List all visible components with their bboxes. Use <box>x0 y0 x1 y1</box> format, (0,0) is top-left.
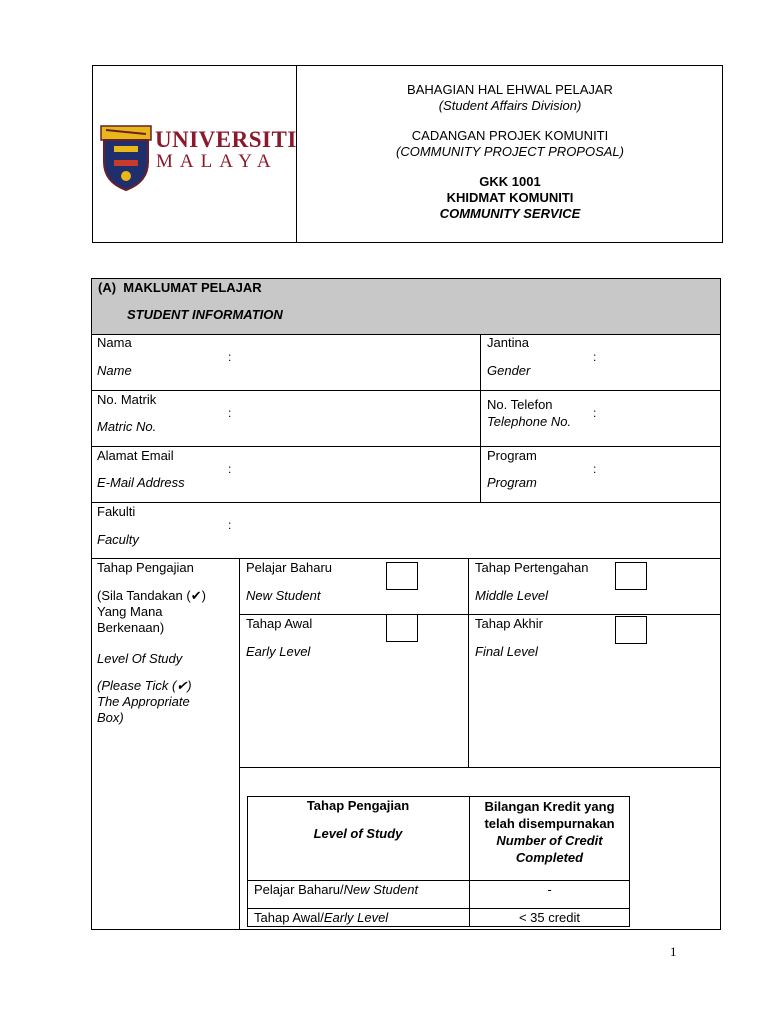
credit-col1-en: Level of Study <box>313 826 403 841</box>
email-colon: : <box>228 462 232 476</box>
email-label-ms: Alamat Email <box>97 448 174 463</box>
rule <box>91 334 721 335</box>
rule <box>239 767 721 768</box>
section-a-title-en: STUDENT INFORMATION <box>127 307 283 322</box>
credit-row-2-level-en: Early Level <box>323 910 389 925</box>
division-ms: BAHAGIAN HAL EHWAL PELAJAR <box>407 82 613 97</box>
course-en: COMMUNITY SERVICE <box>439 206 581 221</box>
course-code: GKK 1001 <box>479 174 541 189</box>
credit-col1-ms: Tahap Pengajian <box>306 798 410 813</box>
rule <box>91 390 721 391</box>
proposal-en: (COMMUNITY PROJECT PROPOSAL) <box>395 144 624 159</box>
field-divider <box>480 334 481 502</box>
credit-row-2-level-ms: Tahap Awal/ <box>254 910 324 925</box>
course-ms: KHIDMAT KOMUNITI <box>446 190 574 205</box>
level-mid-divider <box>468 558 469 767</box>
gender-colon: : <box>593 350 597 364</box>
rule <box>91 446 721 447</box>
credit-row-1-level-en: New Student <box>343 882 419 897</box>
program-colon: : <box>593 462 597 476</box>
final-level-en: Final Level <box>475 644 538 659</box>
middle-level-checkbox[interactable] <box>615 562 647 590</box>
faculty-label-ms: Fakulti <box>97 504 136 519</box>
name-colon: : <box>228 350 232 364</box>
final-level-checkbox[interactable] <box>615 616 647 644</box>
gender-label-en: Gender <box>487 363 531 378</box>
phone-input[interactable] <box>600 392 718 444</box>
phone-label-en: Telephone No. <box>487 414 572 429</box>
rule <box>247 908 630 909</box>
email-label-en: E-Mail Address <box>97 475 185 490</box>
phone-colon: : <box>593 406 597 420</box>
level-instr-en: (Please Tick (✔) The Appropriate Box) <box>97 678 192 725</box>
matric-input[interactable] <box>236 392 476 444</box>
crest-icon <box>100 124 152 192</box>
new-student-ms: Pelajar Baharu <box>246 560 332 575</box>
level-label-ms: Tahap Pengajian <box>97 560 194 575</box>
credit-row-2-value: < 35 credit <box>518 910 581 925</box>
credit-row-1-level <box>254 882 418 897</box>
gender-input[interactable] <box>600 336 718 388</box>
faculty-colon: : <box>228 518 232 532</box>
middle-level-ms: Tahap Pertengahan <box>475 560 589 575</box>
early-level-en: Early Level <box>246 644 311 659</box>
early-level-ms: Tahap Awal <box>246 616 313 631</box>
new-student-en: New Student <box>246 588 321 603</box>
rule <box>91 502 721 503</box>
email-input[interactable] <box>236 448 476 500</box>
matric-label-ms: No. Matrik <box>97 392 157 407</box>
program-input[interactable] <box>600 448 718 500</box>
gender-label-ms: Jantina <box>487 335 529 350</box>
logo-text-line1: UNIVERSITI <box>155 127 297 152</box>
faculty-label-en: Faculty <box>97 532 139 547</box>
division-en: (Student Affairs Division) <box>438 98 582 113</box>
middle-level-en: Middle Level <box>475 588 548 603</box>
faculty-input[interactable] <box>236 504 716 556</box>
name-input[interactable] <box>236 336 476 388</box>
matric-colon: : <box>228 406 232 420</box>
section-a-title-ms: (A) MAKLUMAT PELAJAR <box>98 280 262 295</box>
final-level-ms: Tahap Akhir <box>475 616 543 631</box>
name-label-ms: Nama <box>97 335 132 350</box>
name-label-en: Name <box>97 363 132 378</box>
page-number: 1 <box>670 944 677 959</box>
new-student-checkbox[interactable] <box>386 562 418 590</box>
level-label-en: Level Of Study <box>97 651 183 666</box>
credit-row-2-level <box>254 910 388 925</box>
level-instr-ms: (Sila Tandakan (✔) Yang Mana Berkenaan) <box>97 588 206 635</box>
credit-col2-en: Number of Credit Completed <box>496 833 603 865</box>
matric-label-en: Matric No. <box>97 419 157 434</box>
phone-label-ms: No. Telefon <box>487 397 553 412</box>
rule <box>247 880 630 881</box>
proposal-ms: CADANGAN PROJEK KOMUNITI <box>411 128 609 143</box>
credit-row-1-level-ms: Pelajar Baharu/ <box>254 882 344 897</box>
logo-text-line2: MALAYA <box>156 151 278 172</box>
early-level-checkbox[interactable] <box>386 614 418 642</box>
credit-col2-ms: Bilangan Kredit yang telah disempurnakan <box>484 799 615 831</box>
program-label-ms: Program <box>487 448 537 463</box>
credit-row-1-value: - <box>547 882 552 897</box>
university-logo <box>100 124 297 194</box>
program-label-en: Program <box>487 475 537 490</box>
rule <box>239 614 721 615</box>
rule <box>91 558 721 559</box>
header-text <box>297 82 723 222</box>
